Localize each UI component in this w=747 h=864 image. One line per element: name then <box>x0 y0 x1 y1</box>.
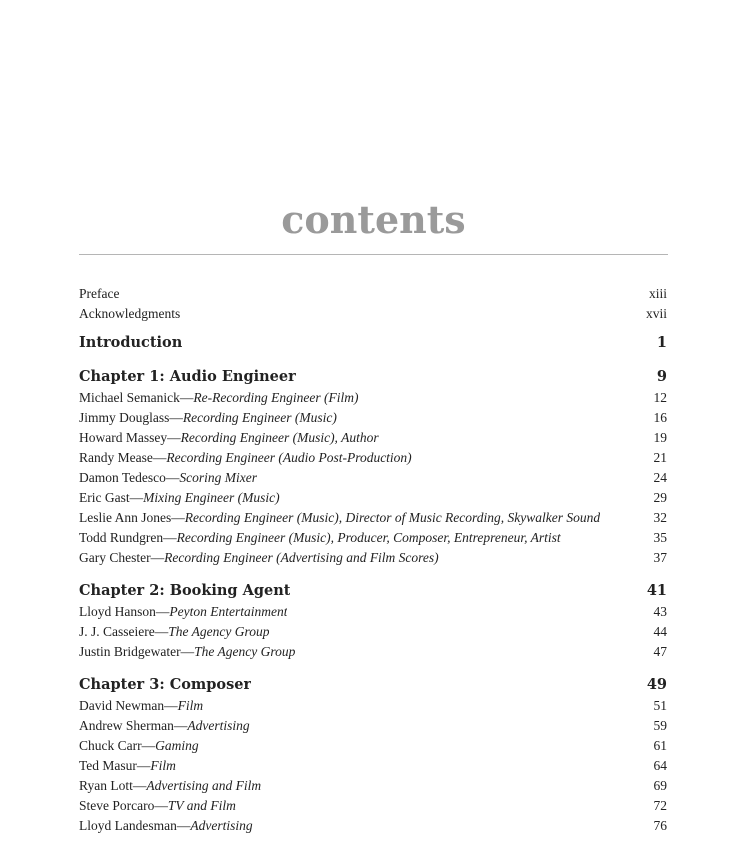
toc-entry <box>79 428 667 448</box>
role-description: Recording Engineer (Music), Producer, Composer, Entrepreneur, Artist <box>176 530 561 545</box>
em-dash: — <box>173 718 188 733</box>
em-dash: — <box>154 624 169 639</box>
entry-title: Chapter 3: Composer <box>79 676 252 693</box>
entry-title: Introduction <box>79 334 183 351</box>
role-description: Advertising <box>190 818 253 833</box>
em-dash: — <box>179 390 194 405</box>
role-description: Film <box>177 698 204 713</box>
page-number: 24 <box>653 470 667 485</box>
page-number: 59 <box>653 718 667 733</box>
entry-text <box>79 716 250 736</box>
toc-entry <box>79 508 667 528</box>
entry-title: Chapter 1: Audio Engineer <box>79 368 296 385</box>
toc-entry <box>79 468 667 488</box>
chapter-heading <box>79 580 667 602</box>
entry-title: Chapter 2: Booking Agent <box>79 582 291 599</box>
entry-text <box>79 528 561 548</box>
toc-entry <box>79 388 667 408</box>
toc-entry <box>79 548 667 568</box>
page-number: 44 <box>653 624 667 639</box>
page-number: 41 <box>646 582 667 599</box>
entry-text <box>79 428 379 448</box>
em-dash: — <box>150 550 165 565</box>
role-description: Recording Engineer (Advertising and Film Scores) <box>164 550 439 565</box>
page-number: 35 <box>653 530 667 545</box>
toc-entry <box>79 448 667 468</box>
page-number: xvii <box>645 306 667 321</box>
title-rule <box>79 254 668 255</box>
toc-entry <box>79 816 667 836</box>
page-number: 64 <box>653 758 667 773</box>
page-number: 76 <box>653 818 667 833</box>
toc-entry <box>79 716 667 736</box>
table-of-contents <box>79 284 667 836</box>
spacer <box>79 662 667 674</box>
entry-text <box>79 602 287 622</box>
entry-text <box>79 776 261 796</box>
person-name: David Newman <box>79 698 165 713</box>
person-name: Leslie Ann Jones <box>79 510 172 525</box>
person-name: Gary Chester <box>79 550 151 565</box>
page-number: 37 <box>653 550 667 565</box>
introduction-entry <box>79 332 667 354</box>
role-description: Recording Engineer (Music), Director of Music Recording, Skywalker Sound <box>184 510 601 525</box>
em-dash: — <box>176 818 191 833</box>
page-number: 9 <box>656 368 667 385</box>
role-description: Advertising <box>187 718 250 733</box>
entry-text <box>79 696 203 716</box>
entry-title: Acknowledgments <box>79 306 181 321</box>
page-number: 1 <box>656 334 667 351</box>
spacer <box>79 324 667 332</box>
entry-text <box>79 622 269 642</box>
em-dash: — <box>154 798 168 813</box>
person-name: Chuck Carr <box>79 738 142 753</box>
toc-entry <box>79 736 667 756</box>
role-description: Mixing Engineer (Music) <box>143 490 280 505</box>
entry-text <box>79 408 337 428</box>
person-name: Steve Porcaro <box>79 798 155 813</box>
em-dash: — <box>141 738 156 753</box>
toc-entry <box>79 602 667 622</box>
role-description: TV and Film <box>167 798 236 813</box>
toc-entry <box>79 408 667 428</box>
em-dash: — <box>169 410 183 425</box>
person-name: J. J. Casseiere <box>79 624 155 639</box>
front-matter-entry <box>79 304 667 324</box>
entry-text <box>79 508 600 528</box>
person-name: Ted Masur <box>79 758 137 773</box>
em-dash: — <box>155 604 170 619</box>
person-name: Justin Bridgewater <box>79 644 181 659</box>
page-number: 69 <box>653 778 667 793</box>
toc-entry <box>79 756 667 776</box>
entry-title: Preface <box>79 286 120 301</box>
entry-text <box>79 796 236 816</box>
page-number: 49 <box>646 676 667 693</box>
chapter-heading <box>79 366 667 388</box>
role-description: Recording Engineer (Audio Post-Production) <box>166 450 412 465</box>
toc-entry <box>79 622 667 642</box>
role-description: Recording Engineer (Music) <box>182 410 337 425</box>
role-description: Gaming <box>155 738 199 753</box>
em-dash: — <box>165 470 180 485</box>
spacer <box>79 354 667 366</box>
person-name: Ryan Lott <box>79 778 133 793</box>
role-description: Film <box>150 758 176 773</box>
entry-text <box>79 468 257 488</box>
em-dash: — <box>129 490 144 505</box>
front-matter-entry <box>79 284 667 304</box>
entry-text <box>79 388 359 408</box>
role-description: Advertising and Film <box>146 778 262 793</box>
person-name: Andrew Sherman <box>79 718 174 733</box>
person-name: Damon Tedesco <box>79 470 166 485</box>
toc-entry <box>79 796 667 816</box>
spacer <box>79 568 667 580</box>
entry-text <box>79 736 199 756</box>
entry-text <box>79 642 295 662</box>
entry-text <box>79 816 253 836</box>
person-name: Todd Rundgren <box>79 530 164 545</box>
role-description: Recording Engineer (Music), Author <box>180 430 379 445</box>
em-dash: — <box>136 758 151 773</box>
role-description: The Agency Group <box>168 624 270 639</box>
person-name: Michael Semanick <box>79 390 180 405</box>
page-number: 19 <box>653 430 667 445</box>
em-dash: — <box>152 450 167 465</box>
chapter-heading <box>79 674 667 696</box>
toc-entry <box>79 776 667 796</box>
person-name: Eric Gast <box>79 490 130 505</box>
entry-text <box>79 756 176 776</box>
em-dash: — <box>164 698 178 713</box>
toc-entry <box>79 642 667 662</box>
toc-entry <box>79 488 667 508</box>
entry-text <box>79 488 280 508</box>
em-dash: — <box>180 644 195 659</box>
page-number: 12 <box>653 390 667 405</box>
page-number: 21 <box>653 450 667 465</box>
toc-entry <box>79 696 667 716</box>
person-name: Howard Massey <box>79 430 168 445</box>
page-number: 29 <box>653 490 667 505</box>
person-name: Randy Mease <box>79 450 153 465</box>
page-number: 32 <box>653 510 667 525</box>
em-dash: — <box>163 530 177 545</box>
em-dash: — <box>132 778 147 793</box>
role-description: Re-Recording Engineer (Film) <box>193 390 359 405</box>
page-number: 16 <box>653 410 667 425</box>
entry-text <box>79 448 412 468</box>
role-description: Peyton Entertainment <box>169 604 288 619</box>
page-title: contents <box>281 197 466 242</box>
em-dash: — <box>167 430 181 445</box>
person-name: Lloyd Hanson <box>79 604 156 619</box>
person-name: Lloyd Landesman <box>79 818 177 833</box>
role-description: The Agency Group <box>194 644 296 659</box>
page-number: 72 <box>653 798 667 813</box>
page-number: 51 <box>653 698 667 713</box>
role-description: Scoring Mixer <box>179 470 258 485</box>
page-number: 47 <box>653 644 667 659</box>
em-dash: — <box>171 510 185 525</box>
entry-text <box>79 548 439 568</box>
person-name: Jimmy Douglass <box>79 410 170 425</box>
page-number: 43 <box>653 604 667 619</box>
toc-entry <box>79 528 667 548</box>
page-number: xiii <box>648 286 667 301</box>
page-number: 61 <box>653 738 667 753</box>
